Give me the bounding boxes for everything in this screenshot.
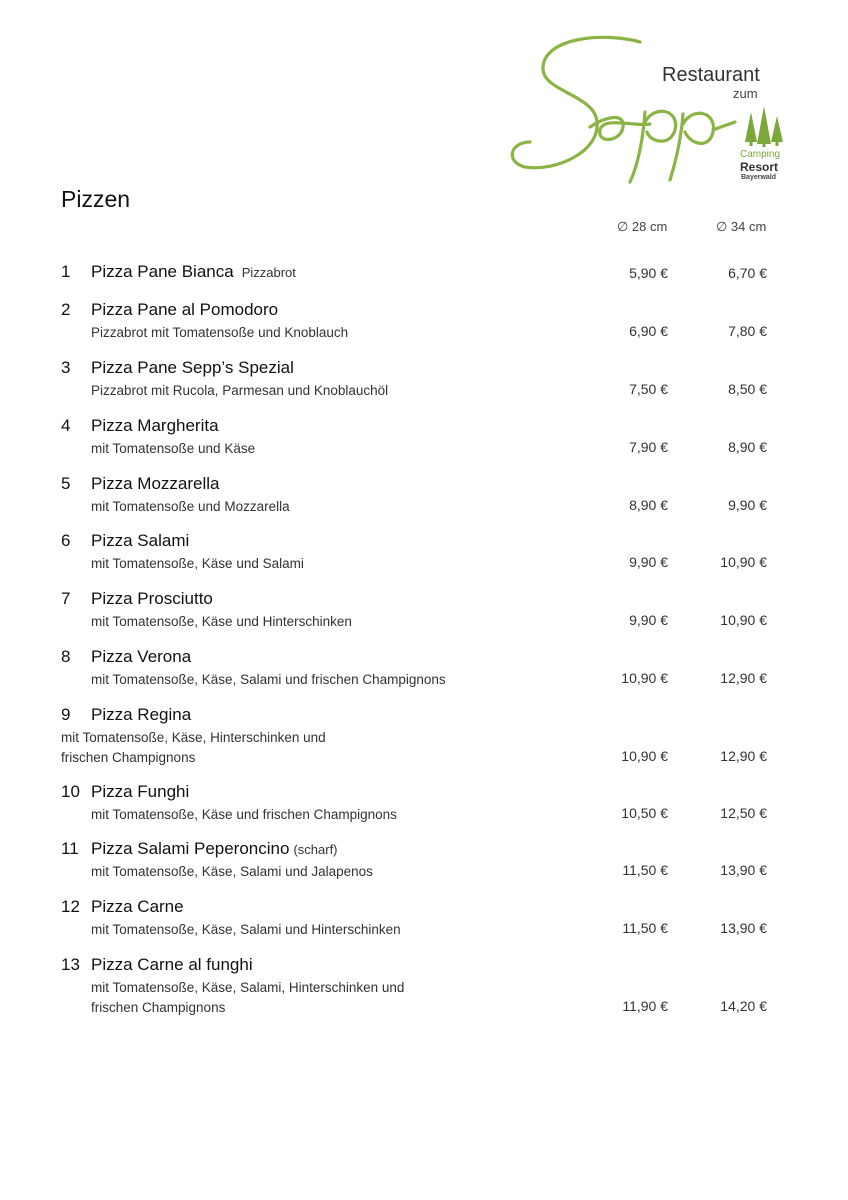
column-header-28cm: ∅ 28 cm: [617, 219, 668, 234]
price-28cm: 11,50 €: [622, 862, 668, 878]
logo-camping-text: Camping: [740, 149, 781, 160]
item-note: (scharf): [293, 842, 338, 857]
item-name: Pizza Mozzarella: [91, 474, 220, 493]
item-description: mit Tomatensoße und Mozzarella: [91, 499, 290, 514]
item-name: Pizza Pane al Pomodoro: [91, 300, 279, 319]
item-name: Pizza Carne al funghi: [91, 955, 253, 974]
price-28cm: 8,90 €: [629, 497, 668, 513]
item-name: Pizza Pane Sepp’s Spezial: [91, 358, 294, 377]
price-28cm: 7,50 €: [629, 381, 668, 397]
item-name: Pizza Margherita: [91, 416, 219, 435]
price-34cm: 13,90 €: [720, 920, 767, 936]
logo-zum-text: zum: [733, 86, 758, 101]
item-name: Pizza Prosciutto: [91, 589, 213, 608]
item-number: 3: [61, 358, 71, 377]
item-description: Pizzabrot mit Rucola, Parmesan und Knoblauchöl: [91, 383, 389, 398]
price-28cm: 11,90 €: [622, 998, 668, 1014]
item-number: 6: [61, 531, 71, 550]
item-description: mit Tomatensoße, Käse, Salami und Hinterschinken: [91, 922, 401, 937]
item-number: 11: [61, 839, 79, 858]
price-28cm: 11,50 €: [622, 920, 668, 936]
item-number: 7: [61, 589, 71, 608]
item-number: 8: [61, 647, 71, 666]
item-name: Pizza Salami Peperoncino (scharf): [91, 839, 338, 858]
price-34cm: 12,90 €: [720, 748, 767, 764]
price-28cm: 10,90 €: [621, 670, 668, 686]
price-34cm: 14,20 €: [720, 998, 767, 1014]
item-number: 10: [61, 782, 80, 801]
item-number: 13: [61, 955, 80, 974]
item-description: mit Tomatensoße, Käse, Salami, Hinterschinken und frischen Champignons: [91, 980, 405, 1015]
section-heading: Pizzen: [61, 186, 131, 212]
price-34cm: 7,80 €: [728, 323, 767, 339]
item-description: mit Tomatensoße, Käse, Salami und Jalapenos: [91, 864, 373, 879]
price-34cm: 12,50 €: [720, 805, 767, 821]
tree-icons: [745, 106, 783, 147]
price-34cm: 10,90 €: [720, 612, 767, 628]
price-28cm: 6,90 €: [629, 323, 668, 339]
price-28cm: 7,90 €: [629, 439, 668, 455]
item-name: Pizza Pane Bianca Pizzabrot: [91, 262, 296, 281]
price-34cm: 9,90 €: [728, 497, 767, 513]
item-description: mit Tomatensoße, Käse, Hinterschinken und frischen Champignons: [61, 730, 326, 765]
item-name: Pizza Regina: [91, 705, 192, 724]
item-description: mit Tomatensoße, Käse und frischen Champignons: [91, 807, 397, 822]
item-number: 4: [61, 416, 71, 435]
item-name: Pizza Funghi: [91, 782, 190, 801]
price-34cm: 8,90 €: [728, 439, 767, 455]
item-description: mit Tomatensoße und Käse: [91, 441, 256, 456]
item-name: Pizza Salami: [91, 531, 190, 550]
price-28cm: 9,90 €: [629, 554, 668, 570]
price-34cm: 13,90 €: [720, 862, 767, 878]
item-description: Pizzabrot mit Tomatensoße und Knoblauch: [91, 325, 349, 340]
item-number: 5: [61, 474, 71, 493]
item-number: 1: [61, 262, 71, 281]
restaurant-logo: [505, 32, 805, 192]
price-34cm: 12,90 €: [720, 670, 767, 686]
price-34cm: 10,90 €: [720, 554, 767, 570]
price-34cm: 6,70 €: [728, 265, 767, 281]
item-description: mit Tomatensoße, Käse und Hinterschinken: [91, 614, 352, 629]
column-header-34cm: ∅ 34 cm: [716, 219, 767, 234]
logo-restaurant-text: Restaurant: [662, 64, 760, 86]
item-description: mit Tomatensoße, Käse, Salami und frischen Champignons: [91, 672, 446, 687]
price-34cm: 8,50 €: [728, 381, 767, 397]
item-name: Pizza Carne: [91, 897, 184, 916]
logo-resort-text: Resort: [740, 160, 779, 174]
price-28cm: 5,90 €: [629, 265, 668, 281]
item-number: 2: [61, 300, 71, 319]
item-name: Pizza Verona: [91, 647, 192, 666]
price-28cm: 9,90 €: [629, 612, 668, 628]
item-description: mit Tomatensoße, Käse und Salami: [91, 556, 304, 571]
price-28cm: 10,90 €: [621, 748, 668, 764]
item-number: 12: [61, 897, 80, 916]
item-number: 9: [61, 705, 71, 724]
item-note: Pizzabrot: [241, 265, 296, 280]
price-28cm: 10,50 €: [621, 805, 668, 821]
logo-bayerwald-text: Bayerwald: [741, 174, 777, 181]
